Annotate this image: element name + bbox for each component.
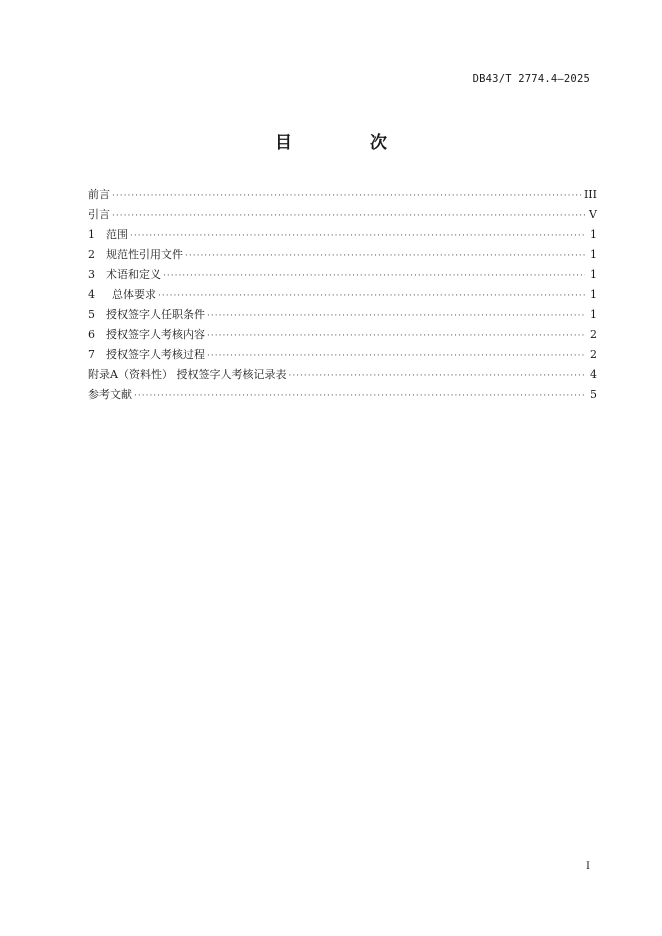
toc-entry-appendix-a[interactable] bbox=[88, 365, 597, 385]
toc-entry-general-requirements[interactable] bbox=[88, 285, 597, 305]
toc-leader-dots bbox=[207, 326, 585, 346]
toc-entry-normative-references[interactable] bbox=[88, 245, 597, 265]
toc-entry-number: 2 bbox=[88, 248, 95, 261]
toc-entry-page: 1 bbox=[590, 248, 597, 261]
toc-entry-assessment-process[interactable] bbox=[88, 345, 597, 365]
toc-entry-terms-definitions[interactable] bbox=[88, 265, 597, 285]
toc-entry-number: 3 bbox=[88, 268, 95, 281]
toc-leader-dots bbox=[207, 306, 585, 326]
toc-entry-page: 1 bbox=[590, 308, 597, 321]
toc-entry-page: 5 bbox=[590, 388, 597, 401]
toc-entry-foreword[interactable] bbox=[88, 185, 597, 205]
toc-entry-number: 7 bbox=[88, 348, 95, 361]
toc-entry-label: 总体要求 bbox=[112, 288, 156, 301]
toc-entry-page: 2 bbox=[590, 348, 597, 361]
toc-leader-dots bbox=[112, 186, 582, 206]
toc-entry-number: 5 bbox=[88, 308, 95, 321]
toc-entry-page: 4 bbox=[590, 368, 597, 381]
page-title: 目 次 bbox=[275, 133, 423, 153]
toc-entry-label: 授权签字人考核内容 bbox=[106, 328, 205, 341]
table-of-contents bbox=[88, 185, 597, 405]
toc-entry-assessment-content[interactable] bbox=[88, 325, 597, 345]
toc-entry-page: 2 bbox=[590, 328, 597, 341]
toc-leader-dots bbox=[112, 206, 585, 226]
toc-entry-number: 6 bbox=[88, 328, 95, 341]
toc-entry-page: 1 bbox=[590, 228, 597, 241]
toc-leader-dots bbox=[207, 346, 585, 366]
toc-entry-page: V bbox=[589, 208, 597, 221]
toc-leader-dots bbox=[130, 226, 585, 246]
document-code: DB43/T 2774.4—2025 bbox=[472, 73, 590, 85]
toc-leader-dots bbox=[163, 266, 585, 286]
toc-leader-dots bbox=[288, 366, 585, 386]
toc-entry-bibliography[interactable] bbox=[88, 385, 597, 405]
toc-entry-label: 范围 bbox=[106, 228, 128, 241]
toc-entry-label: 授权签字人任职条件 bbox=[106, 308, 205, 321]
toc-entry-signatory-qualifications[interactable] bbox=[88, 305, 597, 325]
toc-entry-page: 1 bbox=[590, 268, 597, 281]
toc-entry-label: 引言 bbox=[88, 208, 110, 221]
toc-leader-dots bbox=[158, 286, 585, 306]
toc-entry-number: 4 bbox=[88, 288, 95, 301]
toc-entry-number: 1 bbox=[88, 228, 95, 241]
toc-entry-scope[interactable] bbox=[88, 225, 597, 245]
toc-entry-label: 附录A（资料性） 授权签字人考核记录表 bbox=[88, 368, 287, 381]
toc-entry-label: 授权签字人考核过程 bbox=[106, 348, 205, 361]
toc-entry-label: 参考文献 bbox=[88, 388, 132, 401]
toc-entry-introduction[interactable] bbox=[88, 205, 597, 225]
page-number: I bbox=[586, 861, 590, 872]
toc-entry-page: III bbox=[583, 188, 597, 201]
toc-entry-label: 术语和定义 bbox=[106, 268, 161, 281]
toc-entry-label: 前言 bbox=[88, 188, 110, 201]
toc-leader-dots bbox=[134, 386, 585, 406]
toc-entry-label: 规范性引用文件 bbox=[106, 248, 183, 261]
toc-leader-dots bbox=[185, 246, 585, 266]
toc-entry-page: 1 bbox=[590, 288, 597, 301]
